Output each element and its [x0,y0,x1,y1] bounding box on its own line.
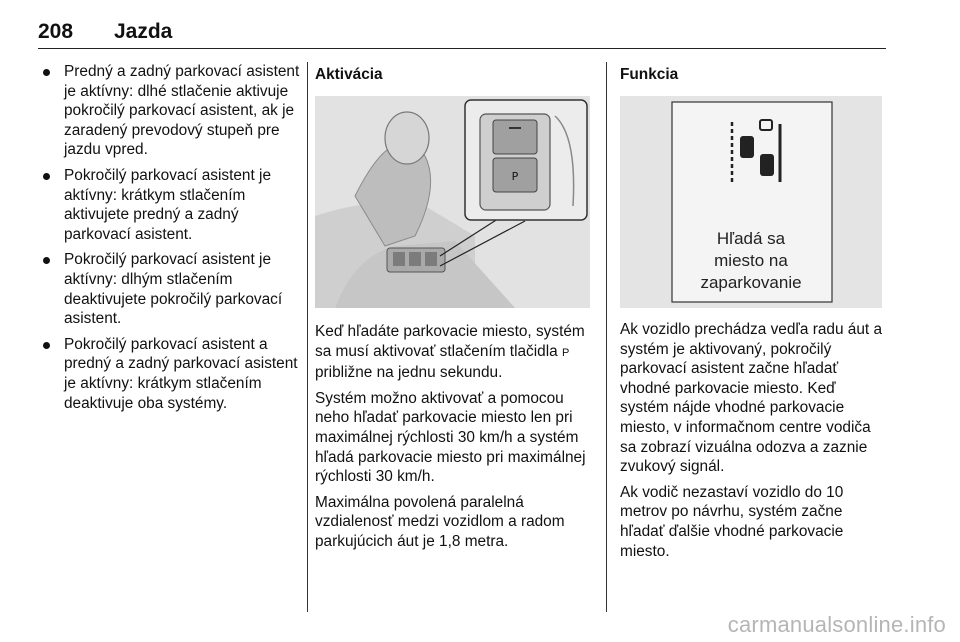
list-item: Pokročilý parkovací asistent je aktívny: krátkym stlačením aktivujete predný a zadný parkovací asistent. [38,166,300,244]
list-item: Pokročilý parkovací asistent a predný a zadný parkovací asistent je aktívny: krátkym stlačením deaktivuje oba systémy. [38,335,300,413]
section-heading-function: Funkcia [620,66,679,83]
activation-paragraph-1: Keď hľadáte parkovacie miesto, systém sa musí aktivovať stlačením tlačidla P približne na jednu sekundu. [315,323,585,382]
display-line-3: zaparkovanie [700,273,802,292]
gear-shift-console-image [315,96,590,308]
page-number: 208 [38,20,74,43]
column-middle [315,62,597,558]
driver-info-display-image [620,96,882,308]
svg-text:P: P [511,170,519,183]
column-left [38,62,300,419]
display-line-1: Hľadá sa [716,229,786,248]
park-assist-icon: P [562,346,569,359]
page-header [38,8,886,49]
column-right [620,62,888,567]
activation-paragraph-3: Maximálna povolená paralelná vzdialenosť medzi vozidlom a radom parkujúcich áut je 1,8 metra. [315,493,565,550]
watermark: carmanualsonline.info [727,612,946,637]
display-line-2: miesto na [714,251,788,270]
column-divider [606,62,607,612]
list-item: Pokročilý parkovací asistent je aktívny: dlhým stlačením deaktivujete pokročilý parkovací asistent. [38,250,300,328]
section-heading-activation: Aktivácia [315,66,383,83]
chapter-title: Jazda [114,20,173,43]
column-divider [307,62,308,612]
function-paragraph-2: Ak vodič nezastaví vozidlo do 10 metrov po návrhu, systém začne hľadať ďalšie vhodné parkovacie miesto. [620,483,844,560]
activation-paragraph-2: Systém možno aktivovať a pomocou neho hľadať parkovacie miesto len pri maximálnej rýchlosti 30 km/h a systém hľadá parkovacie miesto pri maximálnej rýchlosti 30 km/h. [315,389,586,486]
bullet-list [38,62,300,413]
list-item: Predný a zadný parkovací asistent je aktívny: dlhé stlačenie aktivuje pokročilý parkovací asistent, ak je zaradený prevodový stupeň pre jazdu vpred. [38,62,300,160]
function-paragraph-1: Ak vozidlo prechádza vedľa radu áut a systém je aktivovaný, pokročilý parkovací asistent začne hľadať vhodné parkovacie miesto. Keď systém nájde vhodné parkovacie miesto, v informačnom centre vodiča sa zobrazí vizuálna odozva a zaznie zvukový signál. [620,321,883,476]
